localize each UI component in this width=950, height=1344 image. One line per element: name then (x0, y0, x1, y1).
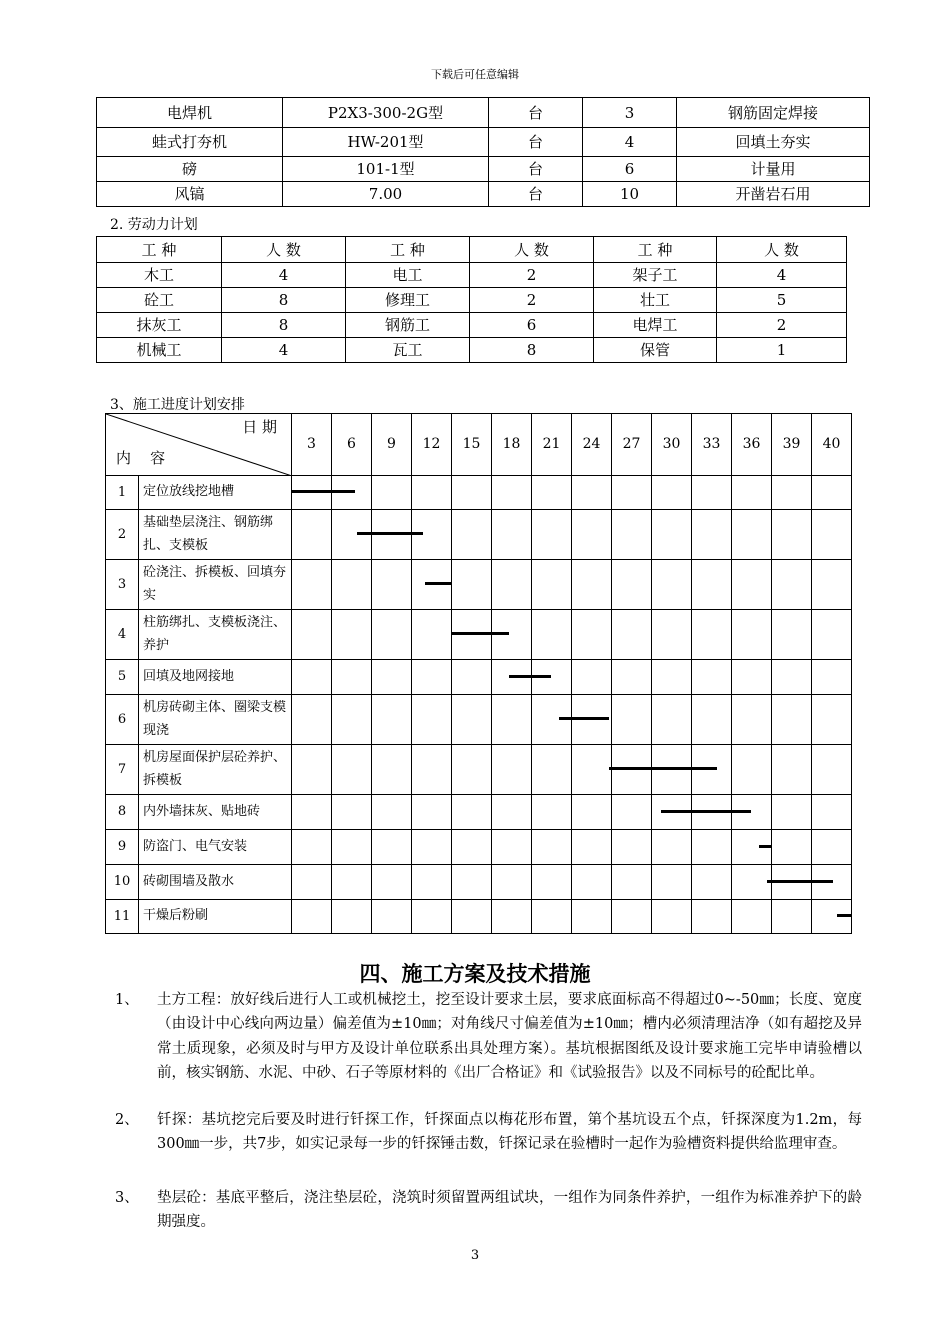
schedule-cell (452, 745, 492, 795)
schedule-cell (532, 865, 572, 900)
schedule-cell (412, 745, 452, 795)
task-name: 砖砌围墙及散水 (139, 865, 292, 900)
equipment-cell: 钢筋固定焊接 (677, 98, 870, 128)
equipment-cell: 电焊机 (97, 98, 283, 128)
equipment-cell: 蛙式打夯机 (97, 128, 283, 157)
schedule-cell (812, 660, 852, 695)
section-heading: 四、施工方案及技术措施 (359, 961, 591, 986)
schedule-cell (732, 865, 772, 900)
schedule-cell (772, 510, 812, 560)
schedule-cell (492, 865, 532, 900)
schedule-cell (452, 695, 492, 745)
schedule-cell (612, 900, 652, 934)
schedule-cell (292, 610, 332, 660)
schedule-row (106, 476, 852, 510)
labor-cell: 修理工 (346, 288, 470, 313)
gantt-bar (661, 810, 751, 813)
labor-cell: 8 (470, 338, 594, 363)
schedule-cell (652, 830, 692, 865)
labor-cell: 4 (717, 263, 847, 288)
schedule-cell (292, 830, 332, 865)
schedule-title: 3、施工进度计划安排 (110, 397, 245, 413)
schedule-cell (772, 745, 812, 795)
task-number: 1 (106, 476, 139, 510)
schedule-cell (812, 510, 852, 560)
labor-cell: 壮工 (594, 288, 717, 313)
equipment-cell: HW-201型 (283, 128, 489, 157)
gantt-bar (759, 845, 771, 848)
schedule-cell (572, 476, 612, 510)
schedule-cell (772, 560, 812, 610)
schedule-cell (412, 660, 452, 695)
labor-cell: 6 (470, 313, 594, 338)
task-number: 8 (106, 795, 139, 830)
schedule-cell (612, 560, 652, 610)
schedule-cell (452, 795, 492, 830)
schedule-cell (772, 830, 812, 865)
labor-row (97, 288, 847, 313)
task-number: 7 (106, 745, 139, 795)
day-header-cell: 24 (572, 414, 612, 476)
schedule-cell (372, 795, 412, 830)
schedule-cell (372, 745, 412, 795)
labor-row (97, 263, 847, 288)
schedule-cell (532, 795, 572, 830)
labor-cell: 保管 (594, 338, 717, 363)
schedule-cell (452, 476, 492, 510)
gantt-bar (357, 532, 423, 535)
paragraph-number: 1、 (115, 992, 139, 1008)
diagonal-header-cell (106, 414, 292, 476)
schedule-cell (812, 610, 852, 660)
schedule-cell (732, 900, 772, 934)
labor-header-cell: 工 种 (594, 237, 717, 263)
schedule-cell (692, 660, 732, 695)
equipment-cell: 10 (583, 182, 677, 207)
equipment-cell: 4 (583, 128, 677, 157)
page-header: 下载后可任意编辑 (431, 68, 519, 81)
task-number: 6 (106, 695, 139, 745)
schedule-cell (332, 560, 372, 610)
equipment-row (97, 128, 870, 157)
schedule-cell (532, 560, 572, 610)
schedule-cell (412, 795, 452, 830)
paragraph-number: 3、 (115, 1190, 139, 1206)
task-name: 柱筋绑扎、支模板浇注、养护 (139, 610, 292, 660)
gantt-bar (767, 880, 833, 883)
labor-header-cell: 人 数 (717, 237, 847, 263)
schedule-cell (372, 695, 412, 745)
schedule-cell (612, 476, 652, 510)
schedule-row (106, 560, 852, 610)
schedule-cell (332, 795, 372, 830)
equipment-cell: 台 (489, 157, 583, 182)
labor-cell: 2 (470, 288, 594, 313)
task-number: 10 (106, 865, 139, 900)
schedule-cell (372, 830, 412, 865)
gantt-bar (837, 914, 851, 917)
schedule-cell (332, 830, 372, 865)
task-name: 机房砖砌主体、圈梁支模现浇 (139, 695, 292, 745)
schedule-row (106, 660, 852, 695)
labor-cell: 电焊工 (594, 313, 717, 338)
schedule-row (106, 830, 852, 865)
schedule-cell (772, 695, 812, 745)
schedule-cell (612, 660, 652, 695)
equipment-row (97, 157, 870, 182)
day-header-cell: 27 (612, 414, 652, 476)
schedule-cell (532, 900, 572, 934)
schedule-cell (732, 660, 772, 695)
day-header-cell: 9 (372, 414, 412, 476)
equipment-row (97, 182, 870, 207)
task-number: 9 (106, 830, 139, 865)
schedule-cell (612, 610, 652, 660)
schedule-cell (652, 660, 692, 695)
schedule-cell (452, 865, 492, 900)
schedule-cell (812, 560, 852, 610)
labor-cell: 抹灰工 (97, 313, 222, 338)
schedule-cell (652, 476, 692, 510)
schedule-cell (772, 795, 812, 830)
day-header-cell: 33 (692, 414, 732, 476)
schedule-cell (332, 900, 372, 934)
schedule-cell (332, 865, 372, 900)
schedule-cell (532, 745, 572, 795)
labor-cell: 1 (717, 338, 847, 363)
schedule-cell (612, 865, 652, 900)
task-number: 11 (106, 900, 139, 934)
labor-header-row (97, 237, 847, 263)
schedule-cell (292, 745, 332, 795)
task-name: 基础垫层浇注、钢筋绑扎、支模板 (139, 510, 292, 560)
equipment-cell: 回填土夯实 (677, 128, 870, 157)
schedule-row (106, 695, 852, 745)
schedule-cell (812, 830, 852, 865)
schedule-cell (812, 795, 852, 830)
schedule-cell (412, 865, 452, 900)
schedule-cell (292, 660, 332, 695)
schedule-cell (572, 795, 612, 830)
equipment-cell: P2X3-300-2G型 (283, 98, 489, 128)
day-header-cell: 6 (332, 414, 372, 476)
schedule-cell (332, 610, 372, 660)
day-header-cell: 12 (412, 414, 452, 476)
schedule-cell (492, 510, 532, 560)
schedule-cell (332, 745, 372, 795)
schedule-cell (292, 695, 332, 745)
schedule-cell (412, 830, 452, 865)
schedule-cell (532, 610, 572, 660)
schedule-cell (292, 510, 332, 560)
schedule-cell (772, 900, 812, 934)
task-number: 4 (106, 610, 139, 660)
equipment-table (96, 97, 870, 207)
schedule-cell (572, 560, 612, 610)
schedule-cell (492, 830, 532, 865)
schedule-cell (692, 865, 732, 900)
schedule-cell (572, 900, 612, 934)
schedule-cell (732, 695, 772, 745)
labor-cell: 架子工 (594, 263, 717, 288)
labor-cell: 4 (222, 263, 346, 288)
day-header-cell: 39 (772, 414, 812, 476)
schedule-cell (772, 476, 812, 510)
schedule-cell (732, 476, 772, 510)
schedule-cell (612, 695, 652, 745)
day-header-cell: 21 (532, 414, 572, 476)
equipment-cell: 风镐 (97, 182, 283, 207)
labor-cell: 5 (717, 288, 847, 313)
equipment-cell: 开凿岩石用 (677, 182, 870, 207)
schedule-row (106, 865, 852, 900)
schedule-cell (692, 695, 732, 745)
paragraph-number: 2、 (115, 1112, 139, 1128)
schedule-cell (452, 560, 492, 610)
diagonal-header-date: 日 期 (242, 418, 277, 436)
labor-cell: 木工 (97, 263, 222, 288)
schedule-table (105, 413, 852, 934)
day-header-cell: 15 (452, 414, 492, 476)
labor-cell: 电工 (346, 263, 470, 288)
schedule-cell (612, 510, 652, 560)
schedule-cell (572, 610, 612, 660)
labor-plan-title: 2. 劳动力计划 (110, 217, 198, 233)
schedule-cell (492, 476, 532, 510)
schedule-cell (692, 830, 732, 865)
schedule-cell (692, 476, 732, 510)
labor-row (97, 313, 847, 338)
schedule-cell (492, 745, 532, 795)
schedule-cell (692, 610, 732, 660)
schedule-cell (492, 795, 532, 830)
equipment-row (97, 98, 870, 128)
schedule-cell (652, 610, 692, 660)
day-header-cell: 36 (732, 414, 772, 476)
schedule-cell (372, 900, 412, 934)
schedule-cell (652, 865, 692, 900)
day-header-cell: 40 (812, 414, 852, 476)
schedule-cell (492, 560, 532, 610)
schedule-cell (732, 610, 772, 660)
equipment-cell: 磅 (97, 157, 283, 182)
schedule-cell (532, 830, 572, 865)
task-name: 机房屋面保护层砼养护、拆模板 (139, 745, 292, 795)
labor-cell: 2 (717, 313, 847, 338)
day-header-cell: 3 (292, 414, 332, 476)
schedule-cell (572, 865, 612, 900)
equipment-cell: 台 (489, 128, 583, 157)
labor-cell: 机械工 (97, 338, 222, 363)
schedule-cell (812, 745, 852, 795)
task-name: 干燥后粉刷 (139, 900, 292, 934)
equipment-cell: 台 (489, 98, 583, 128)
schedule-cell (412, 900, 452, 934)
schedule-cell (492, 695, 532, 745)
equipment-cell: 7.00 (283, 182, 489, 207)
paragraph-text: 垫层砼：基底平整后，浇注垫层砼，浇筑时须留置两组试块，一组作为同条件养护，一组作为标准养护下的龄期强度。 (157, 1190, 862, 1231)
schedule-cell (732, 560, 772, 610)
schedule-cell (452, 510, 492, 560)
schedule-cell (292, 560, 332, 610)
labor-cell: 8 (222, 288, 346, 313)
task-number: 5 (106, 660, 139, 695)
paragraph-text: 土方工程：放好线后进行人工或机械挖土，挖至设计要求土层，要求底面标高不得超过0~-50㎜；长度、宽度（由设计中心线向两边量）偏差值为±10㎜；对角线尺寸偏差值为±10㎜；槽内必须清理洁净（如有超挖及异常土质现象，必须及时与甲方及设计单位联系出具处理方案）。基坑根据图纸及设计要求施工完毕申请验槽以前，核实钢筋、水泥、中砂、石子等原材料的《出厂合格证》和《试验报告》以及不同标号的砼配比单。 (157, 992, 862, 1081)
schedule-cell (772, 660, 812, 695)
schedule-cell (612, 830, 652, 865)
task-number: 3 (106, 560, 139, 610)
task-name: 防盗门、电气安装 (139, 830, 292, 865)
schedule-cell (292, 795, 332, 830)
schedule-cell (372, 660, 412, 695)
labor-cell: 瓦工 (346, 338, 470, 363)
schedule-cell (692, 900, 732, 934)
schedule-cell (292, 865, 332, 900)
schedule-cell (612, 795, 652, 830)
task-name: 定位放线挖地槽 (139, 476, 292, 510)
schedule-cell (412, 695, 452, 745)
schedule-cell (772, 610, 812, 660)
task-name: 砼浇注、拆模板、回填夯实 (139, 560, 292, 610)
paragraph-text: 钎探：基坑挖完后要及时进行钎探工作，钎探面点以梅花形布置，第个基坑设五个点，钎探深度为1.2m，每300㎜一步，共7步，如实记录每一步的钎探锤击数，钎探记录在验槽时一起作为验槽资料提供给监理审查。 (157, 1112, 862, 1153)
gantt-bar (425, 582, 451, 585)
labor-row (97, 338, 847, 363)
labor-cell: 钢筋工 (346, 313, 470, 338)
day-header-cell: 30 (652, 414, 692, 476)
day-header-cell: 18 (492, 414, 532, 476)
page-number: 3 (470, 1248, 480, 1263)
labor-header-cell: 工 种 (346, 237, 470, 263)
schedule-cell (652, 695, 692, 745)
schedule-cell (572, 745, 612, 795)
task-name: 回填及地网接地 (139, 660, 292, 695)
schedule-cell (372, 476, 412, 510)
schedule-cell (452, 900, 492, 934)
schedule-cell (572, 830, 612, 865)
schedule-cell (652, 510, 692, 560)
schedule-cell (372, 865, 412, 900)
schedule-cell (492, 900, 532, 934)
equipment-cell: 3 (583, 98, 677, 128)
labor-cell: 4 (222, 338, 346, 363)
schedule-cell (452, 830, 492, 865)
schedule-cell (412, 476, 452, 510)
labor-table (96, 236, 847, 363)
gantt-bar (559, 717, 609, 720)
schedule-cell (572, 510, 612, 560)
task-name: 内外墙抹灰、贴地砖 (139, 795, 292, 830)
schedule-row (106, 745, 852, 795)
gantt-bar (609, 767, 717, 770)
schedule-cell (372, 560, 412, 610)
labor-header-cell: 人 数 (222, 237, 346, 263)
schedule-cell (692, 510, 732, 560)
labor-cell: 砼工 (97, 288, 222, 313)
schedule-cell (372, 610, 412, 660)
gantt-bar (451, 632, 509, 635)
schedule-cell (412, 610, 452, 660)
equipment-cell: 6 (583, 157, 677, 182)
schedule-row (106, 510, 852, 560)
schedule-cell (332, 660, 372, 695)
labor-cell: 8 (222, 313, 346, 338)
diagonal-header-content: 内 容 (116, 449, 166, 467)
gantt-bar (291, 490, 355, 493)
task-number: 2 (106, 510, 139, 560)
schedule-cell (652, 900, 692, 934)
labor-header-cell: 工 种 (97, 237, 222, 263)
schedule-cell (692, 560, 732, 610)
gantt-bar (509, 675, 551, 678)
equipment-cell: 台 (489, 182, 583, 207)
schedule-cell (652, 560, 692, 610)
schedule-cell (732, 745, 772, 795)
schedule-cell (532, 476, 572, 510)
schedule-cell (332, 695, 372, 745)
labor-cell: 2 (470, 263, 594, 288)
schedule-cell (572, 660, 612, 695)
schedule-cell (292, 900, 332, 934)
schedule-cell (532, 510, 572, 560)
schedule-row (106, 900, 852, 934)
schedule-cell (452, 660, 492, 695)
equipment-cell: 计量用 (677, 157, 870, 182)
schedule-cell (812, 476, 852, 510)
schedule-header-row (106, 414, 852, 476)
equipment-cell: 101-1型 (283, 157, 489, 182)
schedule-cell (812, 695, 852, 745)
labor-header-cell: 人 数 (470, 237, 594, 263)
schedule-cell (732, 510, 772, 560)
